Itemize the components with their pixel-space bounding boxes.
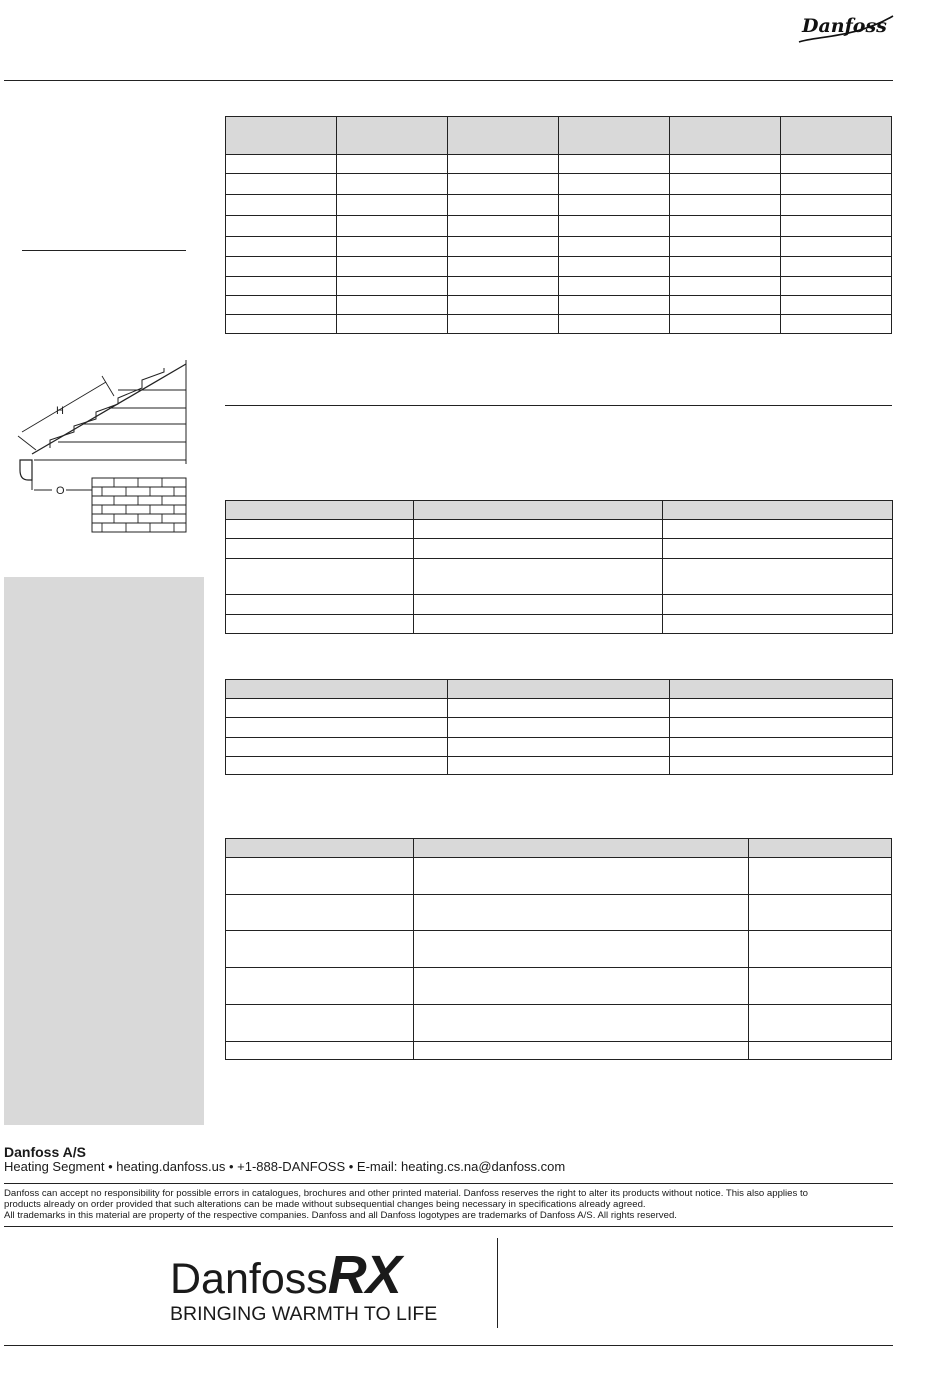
- table-row: [226, 615, 893, 634]
- footer-vertical-divider: [497, 1238, 498, 1328]
- table-row: [226, 968, 892, 1005]
- table-row: [226, 257, 892, 277]
- spec-table-2: [225, 500, 893, 634]
- table-row: [226, 520, 893, 539]
- brand-name: Danfoss: [170, 1255, 328, 1303]
- footer-rule-bottom: [4, 1345, 893, 1346]
- disclaimer-line: products already on order provided that such alterations can be made without subsequential changes being necessary in specifications already agreed.: [4, 1199, 646, 1210]
- table-header-row: [226, 680, 893, 699]
- danfoss-logo-top: [796, 6, 896, 46]
- table-row: [226, 539, 893, 559]
- table-row: [226, 858, 892, 895]
- brand-suffix: RX: [327, 1245, 401, 1305]
- table-row: [226, 895, 892, 931]
- table-header-row: [226, 117, 892, 155]
- table-row: [226, 738, 893, 757]
- spec-table-4: [225, 838, 892, 1060]
- table-row: [226, 1005, 892, 1042]
- spec-table-3: [225, 679, 893, 775]
- table-row: [226, 315, 892, 334]
- table-row: [226, 559, 893, 595]
- table-row: [226, 216, 892, 237]
- roof-diagram: [14, 356, 192, 536]
- table-header-row: [226, 839, 892, 858]
- table-row: [226, 595, 893, 615]
- table-row: [226, 155, 892, 174]
- spec-table-1: [225, 116, 892, 334]
- table-header-row: [226, 501, 893, 520]
- disclaimer-line: Danfoss can accept no responsibility for possible errors in catalogues, brochures and other printed material. Danfoss reserves the right to alter its products without notice. This also applies to: [4, 1188, 808, 1199]
- table-row: [226, 718, 893, 738]
- table-row: [226, 296, 892, 315]
- table-row: [226, 277, 892, 296]
- header-rule: [4, 80, 893, 81]
- table-row: [226, 931, 892, 968]
- table-row: [226, 699, 893, 718]
- disclaimer-line: All trademarks in this material are property of the respective companies. Danfoss and all Danfoss logotypes are trademarks of Danfoss A/S. All rights reserved.: [4, 1210, 677, 1221]
- table-row: [226, 195, 892, 216]
- brand-tagline: BRINGING WARMTH TO LIFE: [170, 1303, 438, 1325]
- brand-logo: [170, 1245, 401, 1305]
- footer-rule-mid: [4, 1226, 893, 1227]
- sidebar-rule: [22, 250, 186, 251]
- dimension-label-h: H: [56, 405, 64, 417]
- section-rule: [225, 405, 892, 406]
- sidebar-grey-panel: [4, 577, 204, 1125]
- company-name: Danfoss A/S: [4, 1144, 86, 1160]
- table-row: [226, 174, 892, 195]
- dimension-label-o: O: [56, 485, 65, 497]
- table-row: [226, 237, 892, 257]
- table-row: [226, 757, 893, 775]
- logo-wordmark: Danfoss: [802, 15, 887, 37]
- table-row: [226, 1042, 892, 1060]
- contact-line: Heating Segment • heating.danfoss.us • +1-888-DANFOSS • E-mail: heating.cs.na@danfoss.com: [4, 1159, 566, 1174]
- disclaimer: [4, 1188, 884, 1221]
- footer-rule-top: [4, 1183, 893, 1184]
